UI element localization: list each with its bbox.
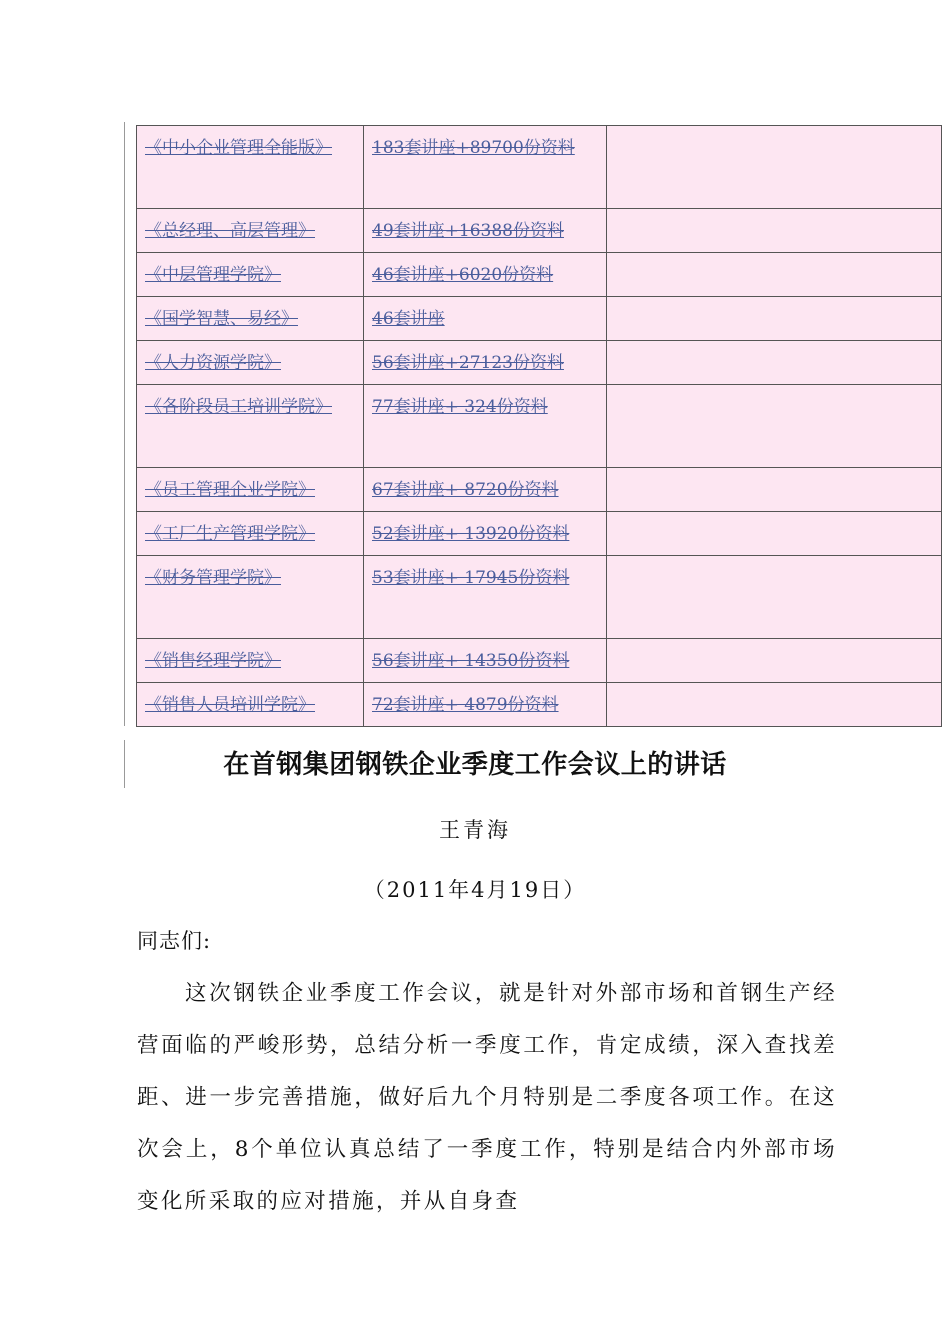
table-row — [137, 385, 942, 468]
body-paragraph: 这次钢铁企业季度工作会议，就是针对外部市场和首钢生产经营面临的严峻形势，总结分析一季度工作，肯定成绩，深入查找差距、进一步完善措施，做好后九个月特别是二季度各项工作。在这次会上，8个单位认真总结了一季度工作，特别是结合内外部市场变化所采取的应对措施，并从自身查 — [137, 981, 837, 1214]
course-content-link[interactable]: 53套讲座+ 17945份资料 — [372, 568, 570, 588]
empty-cell — [607, 639, 942, 683]
table-row — [137, 556, 942, 639]
table-row — [137, 253, 942, 297]
course-content-link[interactable]: 183套讲座+89700份资料 — [372, 138, 575, 158]
empty-cell — [607, 126, 942, 209]
course-link[interactable]: 《财务管理学院》 — [145, 568, 281, 588]
course-link[interactable]: 《销售经理学院》 — [145, 651, 281, 671]
course-link[interactable]: 《人力资源学院》 — [145, 353, 281, 373]
course-link[interactable]: 《销售人员培训学院》 — [145, 695, 315, 715]
empty-cell — [607, 468, 942, 512]
table-row — [137, 297, 942, 341]
greeting: 同志们: — [137, 929, 212, 953]
course-content-link[interactable]: 67套讲座+ 8720份资料 — [372, 480, 559, 500]
course-link[interactable]: 《总经理、高层管理》 — [145, 221, 315, 241]
course-link[interactable]: 《中小企业管理全能版》 — [145, 138, 332, 158]
course-table — [136, 125, 942, 727]
course-content-link[interactable]: 77套讲座+ 324份资料 — [372, 397, 548, 417]
course-content-link[interactable]: 46套讲座+6020份资料 — [372, 265, 554, 285]
course-content-link[interactable]: 46套讲座 — [372, 309, 445, 329]
course-content-link[interactable]: 52套讲座+ 13920份资料 — [372, 524, 570, 544]
margin-line-top — [124, 122, 125, 726]
course-link[interactable]: 《员工管理企业学院》 — [145, 480, 315, 500]
table-row — [137, 639, 942, 683]
empty-cell — [607, 341, 942, 385]
course-link[interactable]: 《中层管理学院》 — [145, 265, 281, 285]
empty-cell — [607, 556, 942, 639]
course-content-link[interactable]: 72套讲座+ 4879份资料 — [372, 695, 559, 715]
course-link[interactable]: 《各阶段员工培训学院》 — [145, 397, 332, 417]
empty-cell — [607, 385, 942, 468]
table-row — [137, 126, 942, 209]
table-row — [137, 683, 942, 727]
course-link[interactable]: 《国学智慧、易经》 — [145, 309, 298, 329]
course-link[interactable]: 《工厂生产管理学院》 — [145, 524, 315, 544]
course-content-link[interactable]: 56套讲座+ 14350份资料 — [372, 651, 570, 671]
table-row — [137, 209, 942, 253]
empty-cell — [607, 253, 942, 297]
speech-date: （2011年4月19日） — [363, 878, 587, 902]
table-row — [137, 468, 942, 512]
course-content-link[interactable]: 49套讲座+16388份资料 — [372, 221, 564, 241]
table-row — [137, 512, 942, 556]
speech-author: 王青海 — [439, 818, 511, 842]
empty-cell — [607, 683, 942, 727]
empty-cell — [607, 209, 942, 253]
speech-title: 在首钢集团钢铁企业季度工作会议上的讲话 — [223, 750, 727, 780]
table-row — [137, 341, 942, 385]
course-content-link[interactable]: 56套讲座+27123份资料 — [372, 353, 564, 373]
empty-cell — [607, 297, 942, 341]
empty-cell — [607, 512, 942, 556]
